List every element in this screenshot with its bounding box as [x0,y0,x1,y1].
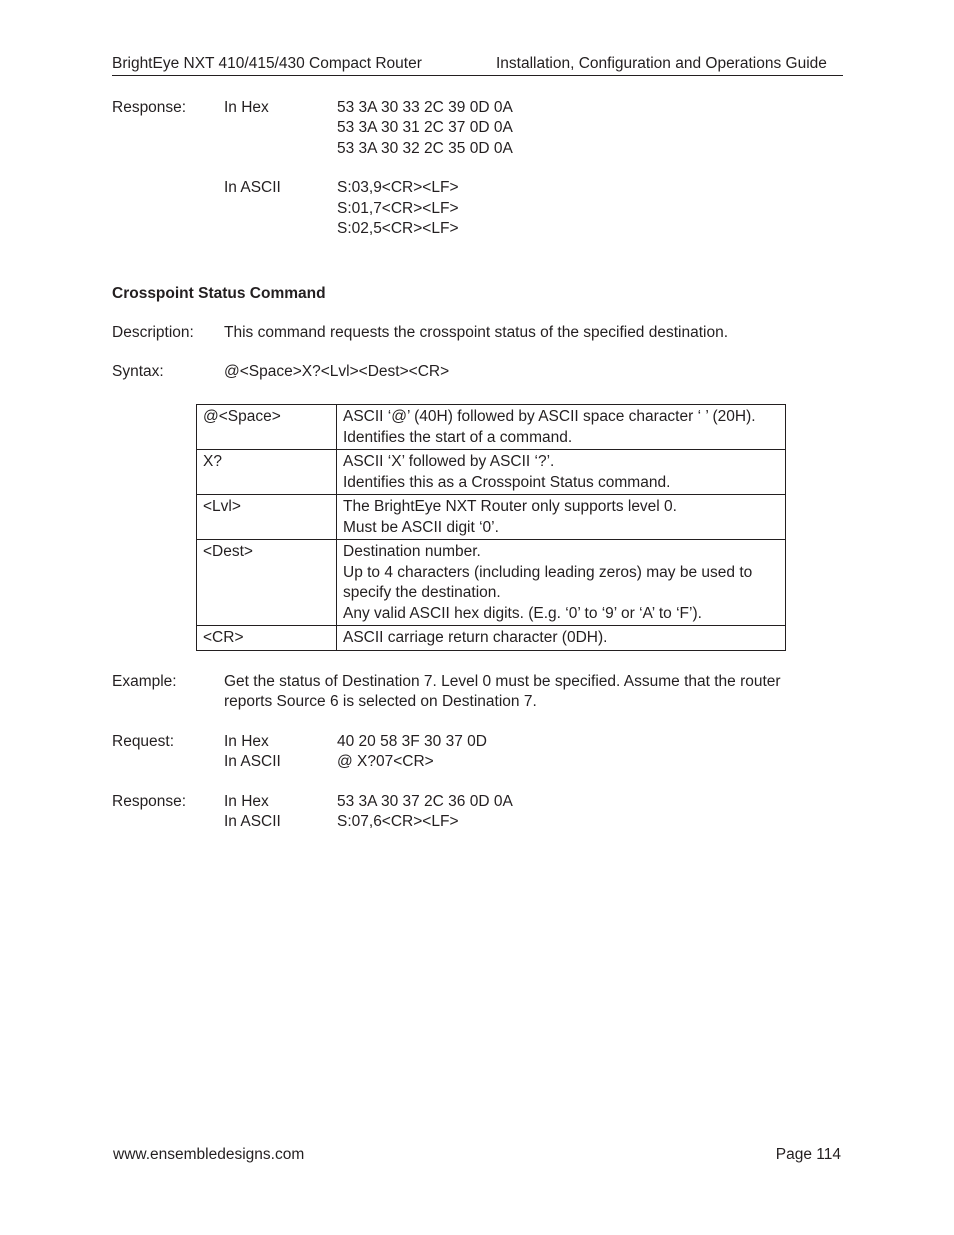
table-value [337,450,786,495]
page-number: Page 114 [775,1146,841,1163]
description-label: Description: [112,324,194,341]
example-label: Example: [112,673,177,690]
syntax-text: @<Space>X?<Lvl><Dest><CR> [224,363,450,380]
hex-label: In Hex [224,793,269,810]
ascii-label: In ASCII [224,813,281,830]
table-value-line: ASCII ‘@’ (40H) followed by ASCII space character ‘ ’ (20H). [343,408,756,425]
hex-label: In Hex [224,99,269,116]
table-value-line: Identifies this as a Crosspoint Status command. [343,473,671,491]
response-ascii: S:07,6<CR><LF> [337,813,459,830]
table-key: <Lvl> [197,495,337,540]
ascii-line: S:02,5<CR><LF> [337,220,459,237]
table-value [337,405,786,450]
description-text: This command requests the crosspoint status of the specified destination. [224,324,729,341]
table-key: <Dest> [197,540,337,626]
hex-line: 53 3A 30 31 2C 37 0D 0A [337,119,513,136]
table-value-line: Destination number. [343,543,481,560]
table-key: X? [197,450,337,495]
example-line: reports Source 6 is selected on Destination 7. [224,693,537,710]
table-value-line: Any valid ASCII hex digits. (E.g. ‘0’ to ‘9’ or ‘A’ to ‘F’). [343,604,702,622]
response-label: Response: [112,793,187,810]
ascii-line: S:03,9<CR><LF> [337,179,459,196]
request-label: Request: [112,733,175,750]
table-row [197,405,786,450]
response-label: Response: [112,99,187,116]
table-value-line: The BrightEye NXT Router only supports level 0. [343,498,677,515]
table-key: @<Space> [197,405,337,450]
table-value-line: Up to 4 characters (including leading zeros) may be used to [343,563,753,581]
hex-label: In Hex [224,733,269,750]
running-header-title: BrightEye NXT 410/415/430 Compact Router [112,55,422,72]
section-heading: Crosspoint Status Command [112,285,326,302]
table-row [197,626,786,651]
ascii-label: In ASCII [224,753,281,770]
hex-line: 53 3A 30 33 2C 39 0D 0A [337,99,513,116]
table-value [337,626,786,651]
syntax-label: Syntax: [112,363,164,380]
example-line: Get the status of Destination 7. Level 0 must be specified. Assume that the router [224,673,781,690]
table-value [337,540,786,626]
table-row [197,540,786,626]
table-value [337,495,786,540]
table-value-line: ASCII carriage return character (0DH). [343,629,608,646]
table-row [197,450,786,495]
response-hex: 53 3A 30 37 2C 36 0D 0A [337,793,513,810]
table-value-line: Must be ASCII digit ‘0’. [343,518,499,536]
table-value-line: Identifies the start of a command. [343,428,573,446]
table-value-line: specify the destination. [343,584,501,601]
running-header-guide: Installation, Configuration and Operations Guide [496,55,827,72]
syntax-table [196,404,786,651]
request-ascii: @ X?07<CR> [337,753,434,770]
ascii-label: In ASCII [224,179,281,196]
request-hex: 40 20 58 3F 30 37 0D [337,733,487,750]
table-key: <CR> [197,626,337,651]
header-divider [112,75,843,76]
ascii-line: S:01,7<CR><LF> [337,200,459,217]
hex-line: 53 3A 30 32 2C 35 0D 0A [337,140,513,157]
table-row [197,495,786,540]
footer-url[interactable]: www.ensembledesigns.com [113,1146,305,1163]
table-value-line: ASCII ‘X’ followed by ASCII ‘?’. [343,453,555,470]
